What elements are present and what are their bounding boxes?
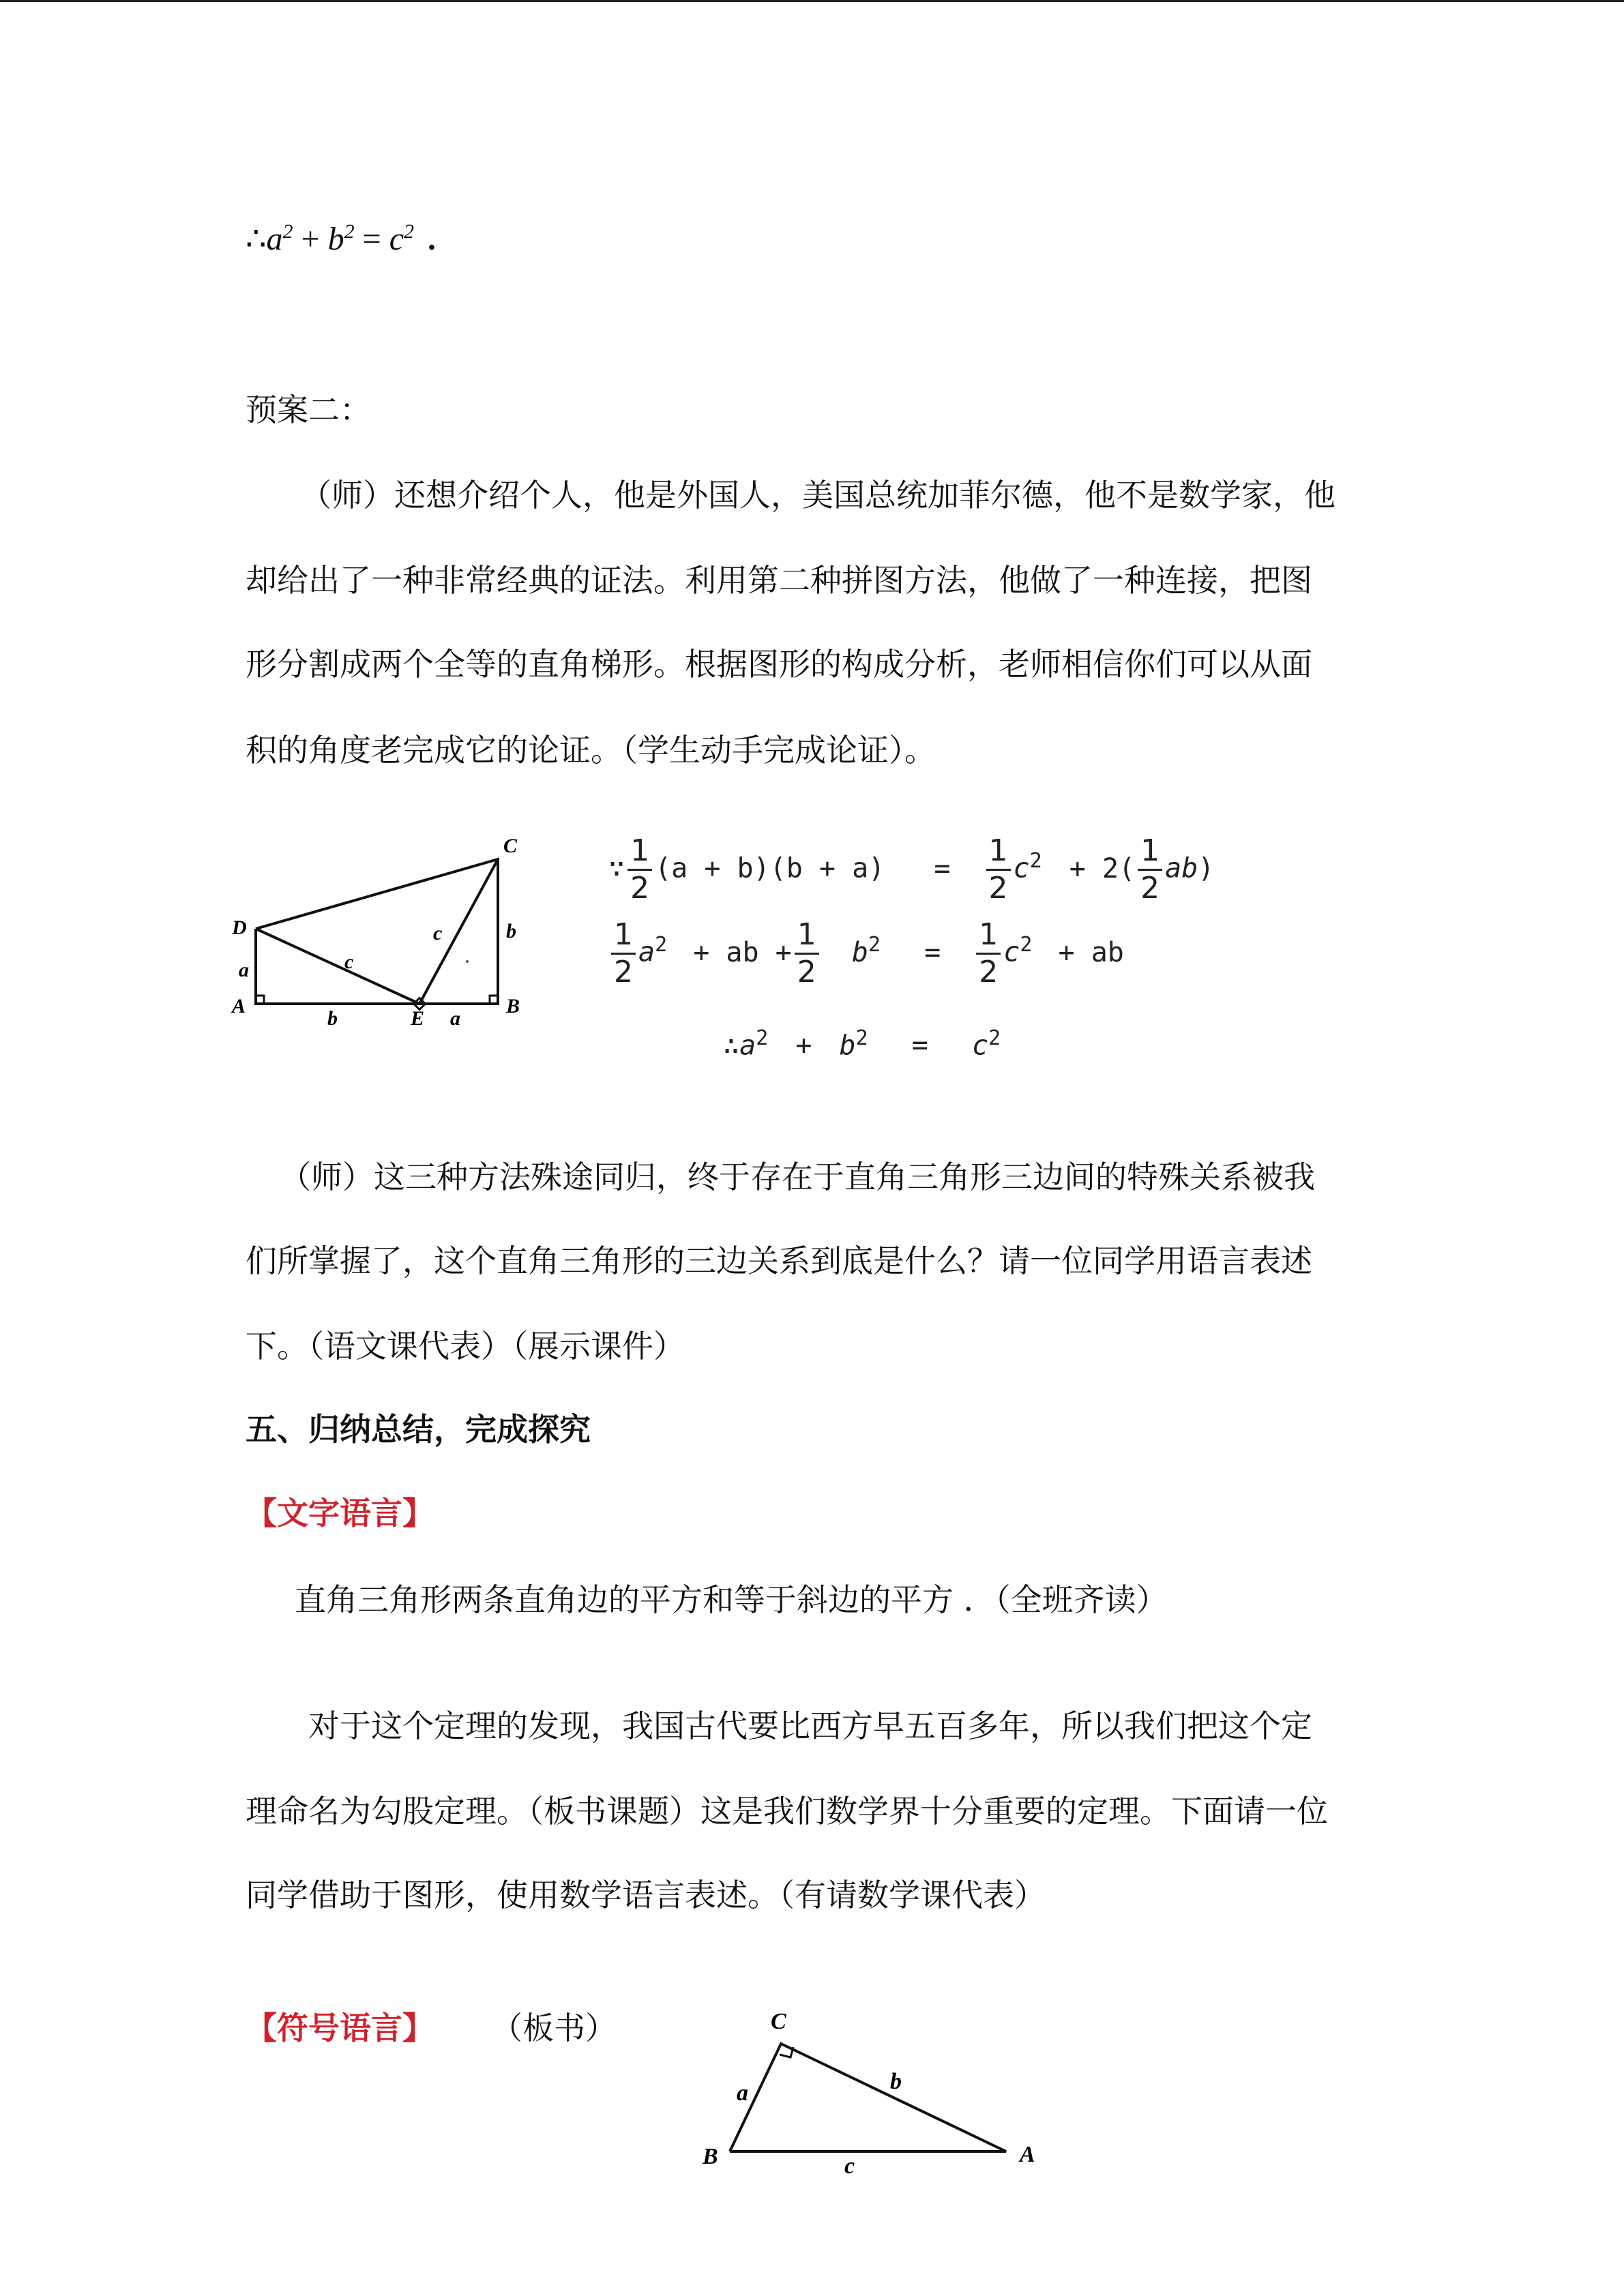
- paragraph-garfield-line4: 积的角度老完成它的论证。（学生动手完成论证）。: [246, 732, 936, 769]
- label-B: B: [506, 995, 520, 1017]
- section-five-heading: 五、归纳总结，完成探究: [246, 1411, 591, 1448]
- label-C: C: [771, 2009, 786, 2034]
- theorem-statement: 直角三角形两条直角边的平方和等于斜边的平方 ．（全班齐读）: [295, 1581, 1168, 1618]
- paragraph-garfield-line3: 形分割成两个全等的直角梯形。根据图形的构成分析，老师相信你们可以从面: [246, 646, 1312, 683]
- label-A: A: [232, 995, 246, 1017]
- fraction-half: $\frac{1}{2}$: [611, 917, 636, 990]
- paragraph-naming-line3: 同学借助于图形，使用数学语言表述。（有请数学课代表）: [246, 1877, 1046, 1913]
- fraction-half: $\frac{1}{2}$: [976, 917, 1001, 990]
- text-language-label: 【文字语言】: [246, 1495, 434, 1532]
- paragraph-three-methods-line1: （师）这三种方法殊途同归，终于存在于直角三角形三边间的特殊关系被我: [280, 1159, 1315, 1195]
- label-A: A: [1020, 2142, 1035, 2167]
- equation-pythagoras-top: $\therefore a^2 + b^2 = c^2$ .: [246, 220, 437, 257]
- trapezoid-diagram: [225, 825, 552, 1037]
- label-D: D: [232, 916, 247, 939]
- paragraph-garfield-line2: 却给出了一种非常经典的证法。利用第二种拼图方法，他做了一种连接，把图: [246, 562, 1312, 599]
- fraction-half: $\frac{1}{2}$: [1138, 833, 1162, 906]
- paragraph-three-methods-line3: 下。（语文课代表）（展示课件）: [246, 1328, 685, 1365]
- proof-line-2: $\frac{1}{2}$ $a^2$ + ab + $\frac{1}{2}$ $b^2$ = $\frac{1}{2}$ $c^2$ + ab: [608, 917, 1124, 990]
- page-top-border: [0, 0, 1624, 2]
- label-B: B: [703, 2144, 718, 2169]
- proof-line-3: $\therefore a^2 + b^2 = c^2$: [723, 1026, 1001, 1062]
- paragraph-three-methods-line2: 们所掌握了，这个直角三角形的三边关系到底是什么？请一位同学用语言表述: [246, 1242, 1312, 1279]
- label-a: a: [737, 2081, 748, 2106]
- therefore-symbol: ∴: [246, 221, 267, 257]
- label-a-bottom: a: [450, 1007, 460, 1030]
- paragraph-garfield-line1: （师）还想介绍个人，他是外国人，美国总统加菲尔德，他不是数学家，他: [300, 477, 1335, 513]
- board-note: （板书）: [491, 2010, 617, 2046]
- label-b-bottom: b: [327, 1007, 338, 1030]
- label-a-left: a: [239, 959, 249, 981]
- label-C: C: [503, 835, 518, 857]
- fraction-half: $\frac{1}{2}$: [986, 833, 1011, 906]
- proof-line-1: ∵ $\frac{1}{2}$ (a + b)(b + a) = $\frac{1}{2}$ $c^2 + 2$( $\frac{1}{2}$ ab): [608, 833, 1215, 906]
- right-triangle-diagram: [689, 1998, 1071, 2175]
- label-b: b: [890, 2069, 902, 2094]
- label-b-right: b: [506, 920, 516, 942]
- paragraph-naming-line1: 对于这个定理的发现，我国古代要比西方早五百多年，所以我们把这个定: [308, 1708, 1312, 1744]
- label-c-right: c: [433, 922, 443, 944]
- paragraph-naming-line2: 理命名为勾股定理。（板书课题）这是我们数学界十分重要的定理。下面请一位: [246, 1793, 1328, 1830]
- label-c-mid: c: [344, 951, 354, 973]
- fraction-half: $\frac{1}{2}$: [628, 833, 652, 906]
- label-E: E: [411, 1007, 425, 1030]
- symbol-language-label: 【符号语言】: [246, 2010, 434, 2046]
- fraction-half: $\frac{1}{2}$: [795, 917, 819, 990]
- label-c: c: [844, 2153, 855, 2175]
- plan-two-label: 预案二：: [246, 391, 371, 428]
